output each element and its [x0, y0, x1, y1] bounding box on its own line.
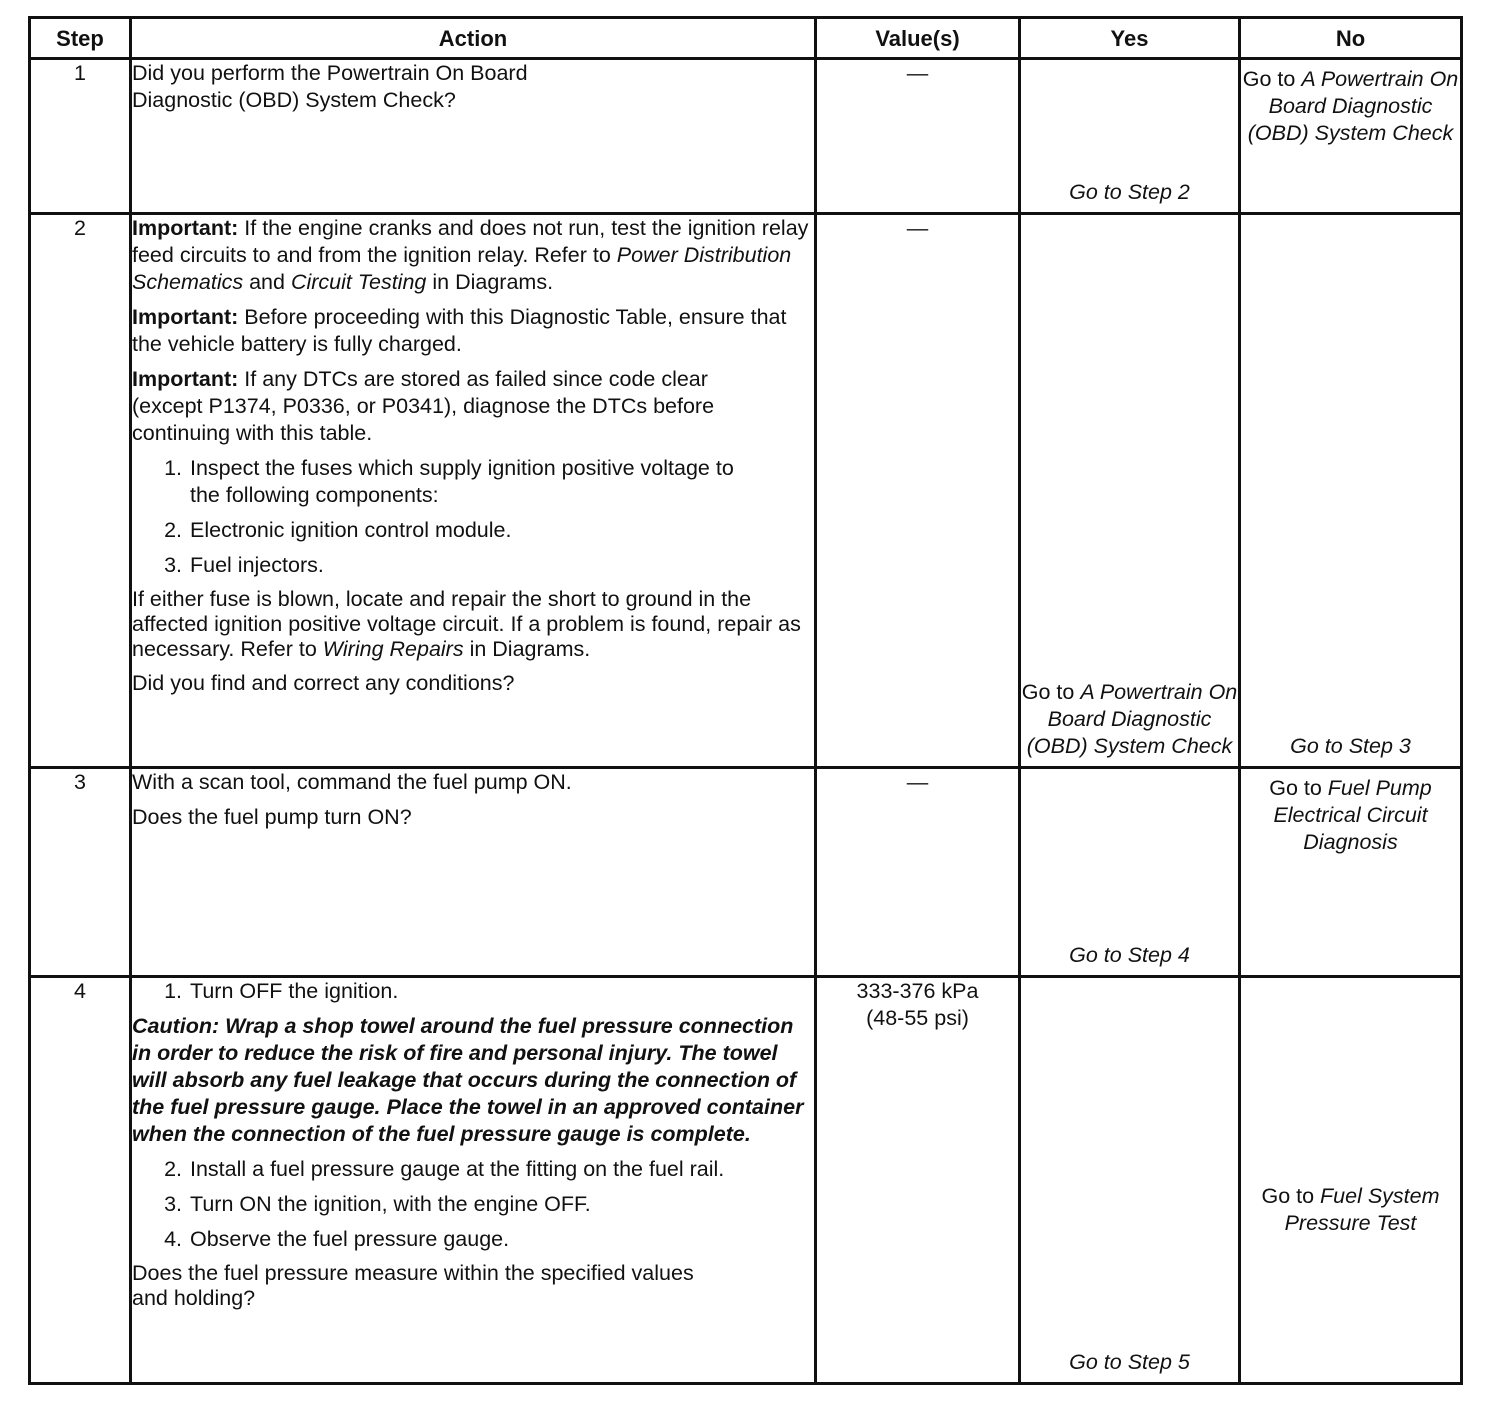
- header-yes: Yes: [1020, 18, 1240, 59]
- list-item: 4. Observe the fuel pressure gauge.: [188, 1226, 748, 1253]
- list-item: 1. Inspect the fuses which supply ignition positive voltage to the following components:: [188, 455, 748, 509]
- list-item: 2. Install a fuel pressure gauge at the fitting on the fuel rail.: [188, 1156, 748, 1183]
- value-cell: [816, 768, 1020, 977]
- link-power-distribution[interactable]: Power Distribution Schematics: [132, 243, 792, 294]
- header-action: Action: [131, 18, 816, 59]
- value-cell: [816, 59, 1020, 214]
- link-wiring-repairs[interactable]: Wiring Repairs: [322, 637, 464, 661]
- step-row-3: [30, 768, 1462, 977]
- procedure-list: [132, 978, 814, 1005]
- yes-prefix: Go to: [1021, 680, 1081, 704]
- caution-note: Caution: Wrap a shop towel around the fuel pressure connection in order to reduce the risk of fire and personal injury. The towel will absorb any fuel leakage that occurs during the connection of the fuel pressure gauge. Place the towel in an approved container when the connection of the fuel pressure gauge is complete.: [132, 1014, 804, 1146]
- action-instruction: With a scan tool, command the fuel pump ON.: [132, 770, 572, 794]
- action-question: Did you perform the Powertrain On Board Diagnostic (OBD) System Check?: [132, 61, 528, 112]
- no-prefix: Go to: [1261, 1184, 1321, 1208]
- list-item: 3. Turn ON the ignition, with the engine OFF.: [188, 1191, 748, 1218]
- step-row-2: [30, 214, 1462, 768]
- yes-text[interactable]: Go to Step 2: [1069, 180, 1190, 204]
- step-number: 1: [30, 59, 131, 214]
- important-text: Before proceeding with this Diagnostic Table, ensure that the vehicle battery is fully charged.: [132, 305, 787, 356]
- step-row-1: [30, 59, 1462, 214]
- value-text: —: [906, 61, 929, 85]
- yes-cell: [1020, 214, 1240, 768]
- action-cell: [131, 214, 816, 768]
- value-cell: [816, 977, 1020, 1384]
- important-label: Important:: [132, 305, 239, 329]
- list-item: 3. Fuel injectors.: [188, 552, 748, 579]
- repair-paragraph: [132, 587, 814, 662]
- action-question: Does the fuel pressure measure within the specified values and holding?: [132, 1261, 694, 1310]
- action-cell: [131, 768, 816, 977]
- repair-tail: in Diagrams.: [463, 637, 591, 661]
- yes-text[interactable]: Go to Step 5: [1069, 1350, 1190, 1374]
- list-item: 2. Electronic ignition control module.: [188, 517, 748, 544]
- important-note: [132, 366, 752, 447]
- yes-cell: [1020, 768, 1240, 977]
- action-question: Does the fuel pump turn ON?: [132, 805, 412, 829]
- header-row: [30, 18, 1462, 59]
- no-prefix: Go to: [1269, 776, 1328, 800]
- diagnostic-table: [28, 16, 1463, 1385]
- no-cell: [1240, 977, 1462, 1384]
- step-row-4: [30, 977, 1462, 1384]
- yes-text[interactable]: Go to Step 4: [1069, 943, 1190, 967]
- important-label: Important:: [132, 367, 239, 391]
- no-text[interactable]: Go to Step 3: [1290, 734, 1411, 758]
- list-item: 1. Turn OFF the ignition.: [188, 978, 814, 1005]
- important-note: [132, 304, 814, 358]
- action-cell: [131, 977, 816, 1384]
- value-text: 333-376 kPa (48-55 psi): [856, 979, 979, 1030]
- procedure-list: [132, 1156, 748, 1253]
- no-cell: [1240, 214, 1462, 768]
- action-question: Did you find and correct any conditions?: [132, 671, 515, 695]
- header-no: No: [1240, 18, 1462, 59]
- no-cell: [1240, 59, 1462, 214]
- value-text: —: [906, 216, 929, 240]
- step-number: 2: [30, 214, 131, 768]
- yes-cell: [1020, 977, 1240, 1384]
- important-text: If the engine cranks and does not run, test the ignition relay feed circuits to and from the ignition relay. Refer to: [132, 216, 809, 267]
- repair-text: If either fuse is blown, locate and repair the short to ground in the affected ignition positive voltage circuit. If a problem is found, repair as necessary. Refer to: [132, 587, 801, 661]
- yes-link[interactable]: A Powertrain On Board Diagnostic (OBD) System Check: [1026, 680, 1238, 758]
- no-cell: [1240, 768, 1462, 977]
- inspection-list: [132, 455, 748, 579]
- action-cell: [131, 59, 816, 214]
- no-link[interactable]: Fuel System Pressure Test: [1284, 1184, 1440, 1235]
- step-number: 4: [30, 977, 131, 1384]
- important-text: If any DTCs are stored as failed since code clear (except P1374, P0336, or P0341), diagnose the DTCs before continuing with this table.: [132, 367, 715, 445]
- link-circuit-testing[interactable]: Circuit Testing: [290, 270, 427, 294]
- header-values: Value(s): [816, 18, 1020, 59]
- important-tail: in Diagrams.: [426, 270, 554, 294]
- step-number: 3: [30, 768, 131, 977]
- no-link[interactable]: Fuel Pump Electrical Circuit Diagnosis: [1273, 776, 1432, 854]
- no-prefix: Go to: [1242, 67, 1302, 91]
- no-link[interactable]: A Powertrain On Board Diagnostic (OBD) System Check: [1247, 67, 1459, 145]
- value-cell: [816, 214, 1020, 768]
- conjunction: and: [243, 270, 291, 294]
- header-step: Step: [30, 18, 131, 59]
- yes-cell: [1020, 59, 1240, 214]
- important-label: Important:: [132, 216, 239, 240]
- value-text: —: [906, 770, 929, 794]
- important-note: [132, 215, 814, 296]
